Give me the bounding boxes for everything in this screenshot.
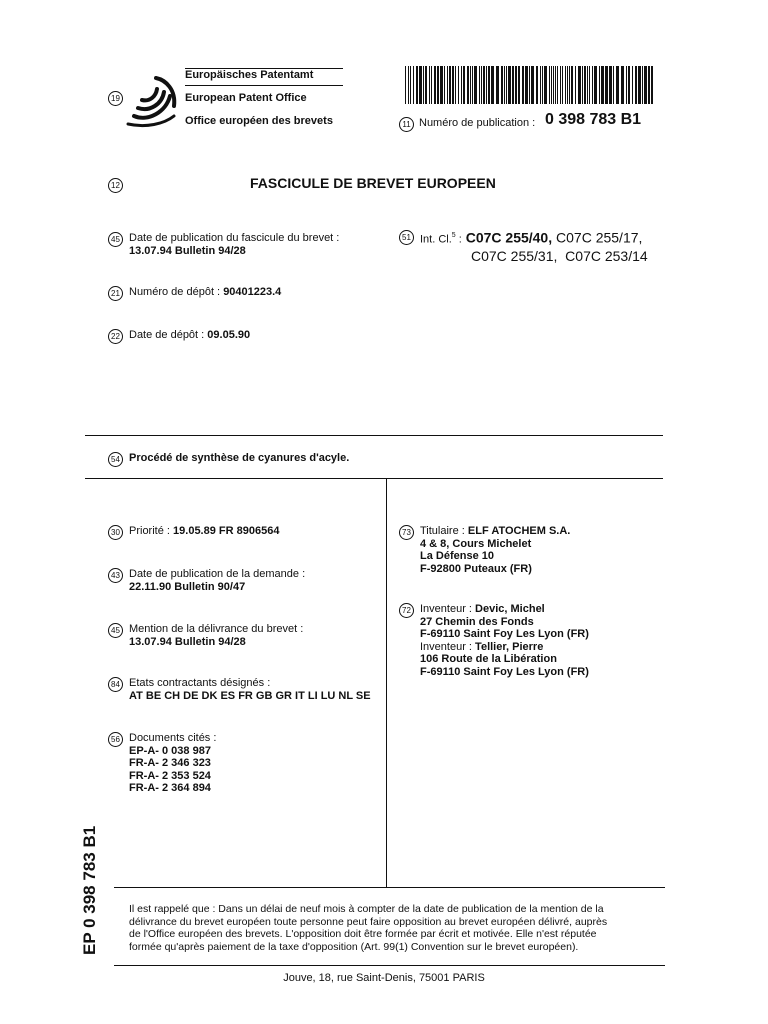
designated-states-field (129, 677, 371, 702)
notice-line: Il est rappelé que : Dans un délai de neuf mois à compter de la date de publication de la mention de la (129, 903, 604, 915)
priority-value: 19.05.89 FR 8906564 (173, 525, 280, 537)
notice-line: délivrance du brevet européen toute personne peut faire opposition au brevet européen délivré, auprès (129, 915, 608, 928)
int-cl-label: Int. Cl. (420, 233, 452, 246)
depot-date-value: 09.05.90 (207, 329, 251, 341)
holder-address-line: 4 & 8, Cours Michelet (420, 537, 532, 550)
document-title: FASCICULE DE BREVET EUROPEEN (250, 175, 496, 191)
int-cl-colon: : (455, 233, 462, 246)
holder-label: Titulaire : (420, 525, 465, 537)
notice-line: de l'Office européen des brevets. L'opposition doit être formée par écrit et motivée. Elle n'est réputée (129, 928, 597, 940)
inventor-name: Devic, Michel (475, 603, 545, 615)
application-pub-value: 22.11.90 Bulletin 90/47 (129, 580, 246, 593)
designated-states-label: Etats contractants désignés : (129, 677, 271, 689)
inid-code-56: 56 (108, 732, 123, 747)
inventor-address-line: F-69110 Saint Foy Les Lyon (FR) (420, 665, 589, 678)
office-name-de: Europäisches Patentamt (185, 69, 314, 81)
office-name-fr: Office européen des brevets (185, 115, 333, 127)
cited-document: FR-A- 2 353 524 (129, 769, 211, 782)
inid-code-22: 22 (108, 329, 123, 344)
rule-above-title (85, 435, 663, 436)
publication-label: Numéro de publication : (419, 117, 536, 129)
publication-number: 0 398 783 B1 (545, 111, 642, 128)
depot-number-field (129, 286, 281, 299)
epo-logo-icon (126, 72, 180, 128)
inid-code-43: 43 (108, 568, 123, 583)
header-mid-rule (185, 85, 343, 86)
rule-above-notice (114, 887, 665, 888)
inventor-field (420, 603, 589, 678)
inventor-label-2: Inventeur : (420, 640, 472, 653)
publication-date-value: 13.07.94 Bulletin 94/28 (129, 244, 246, 257)
depot-number-label: Numéro de dépôt : (129, 286, 221, 298)
inid-code-54: 54 (108, 452, 123, 467)
cited-document: FR-A- 2 346 323 (129, 757, 211, 769)
cited-document: FR-A- 2 364 894 (129, 782, 211, 794)
inid-code-45: 45 (108, 232, 123, 247)
int-cl-sup: 5 (451, 232, 456, 239)
publication-date-label: Date de publication du fascicule du brevet : (129, 232, 340, 244)
int-cl-rest: C07C 255/17, (552, 229, 643, 246)
column-divider (386, 479, 387, 887)
priority-field (129, 525, 279, 538)
opposition-notice (129, 903, 607, 953)
holder-field (420, 525, 570, 575)
cited-documents-field (129, 732, 216, 795)
printer-footer: Jouve, 18, rue Saint-Denis, 75001 PARIS (283, 972, 485, 984)
rule-above-footer (114, 965, 665, 966)
barcode (405, 66, 655, 104)
side-publication-number: EP 0 398 783 B1 (80, 825, 99, 955)
grant-mention-field (129, 623, 303, 648)
inventor-address-line: 27 Chemin des Fonds (420, 615, 534, 628)
holder-address-line: La Défense 10 (420, 550, 494, 562)
inventor-address-line: F-69110 Saint Foy Les Lyon (FR) (420, 628, 589, 640)
depot-date-field (129, 329, 250, 342)
inventor-label: Inventeur : (420, 603, 472, 615)
office-name-en: European Patent Office (185, 92, 307, 104)
cited-document: EP-A- 0 038 987 (129, 744, 211, 757)
inid-code-11: 11 (399, 117, 414, 132)
holder-address-line: F-92800 Puteaux (FR) (420, 562, 532, 575)
inid-code-72: 72 (399, 603, 414, 618)
inid-code-21: 21 (108, 286, 123, 301)
inid-code-19: 19 (108, 91, 123, 106)
inid-code-12: 12 (108, 178, 123, 193)
grant-mention-label: Mention de la délivrance du brevet : (129, 623, 304, 635)
application-pub-label: Date de publication de la demande : (129, 568, 306, 580)
depot-number-value: 90401223.4 (223, 286, 282, 298)
depot-date-label: Date de dépôt : (129, 329, 205, 341)
notice-line: formée qu'après paiement de la taxe d'opposition (Art. 99(1) Convention sur le brevet européen). (129, 940, 579, 953)
rule-below-title (85, 478, 663, 479)
grant-mention-value: 13.07.94 Bulletin 94/28 (129, 635, 246, 648)
int-cl-line2: C07C 255/31, C07C 253/14 (471, 248, 648, 264)
priority-label: Priorité : (129, 525, 170, 537)
designated-states-value: AT BE CH DE DK ES FR GB GR IT LI LU NL SE (129, 689, 371, 702)
publication-date-field (129, 232, 339, 257)
application-pub-field (129, 568, 305, 593)
int-cl-main: C07C 255/40, (465, 229, 553, 246)
inventor-name-2: Tellier, Pierre (475, 640, 544, 653)
inid-code-30: 30 (108, 525, 123, 540)
inid-code-45-grant: 45 (108, 623, 123, 638)
inid-code-84: 84 (108, 677, 123, 692)
inid-code-51: 51 (399, 230, 414, 245)
cited-documents-label: Documents cités : (129, 732, 217, 744)
holder-name: ELF ATOCHEM S.A. (467, 525, 571, 537)
invention-title: Procédé de synthèse de cyanures d'acyle. (129, 452, 350, 464)
inid-code-73: 73 (399, 525, 414, 540)
inventor-address-line: 106 Route de la Libération (420, 653, 557, 665)
